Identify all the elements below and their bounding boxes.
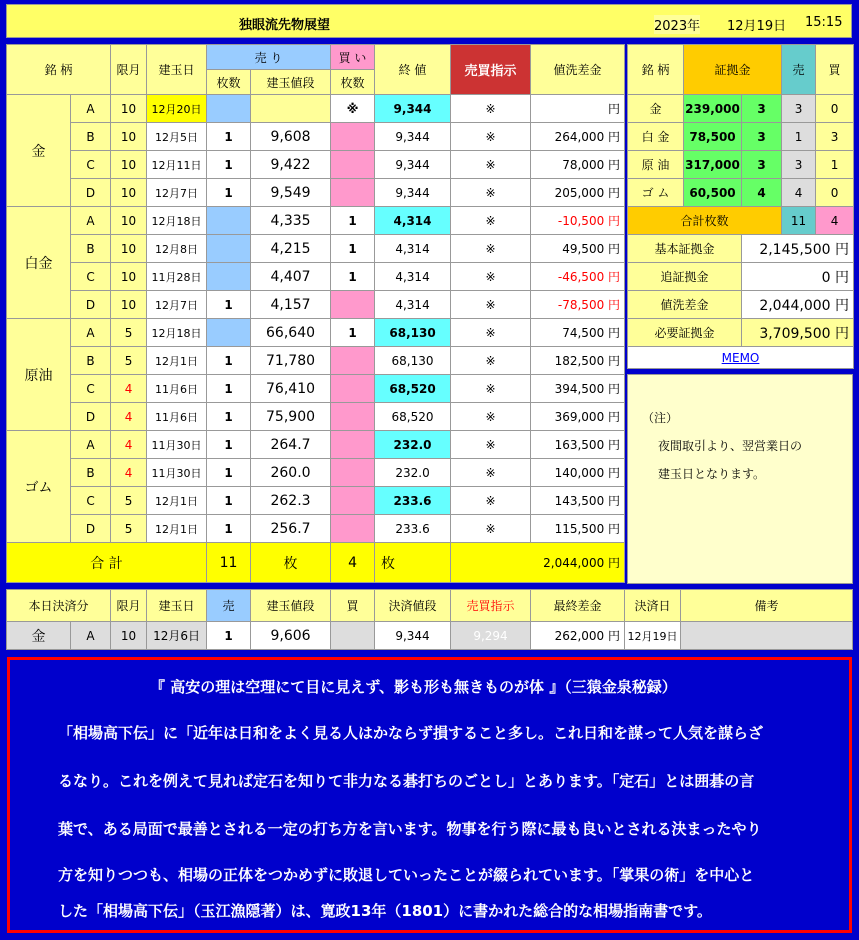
row-limit: 4 [111,459,147,487]
col-sell-qty: 枚数 [207,70,251,95]
row-order: ※ [451,123,531,151]
row-limit: 4 [111,431,147,459]
margin-total-label: 合計枚数 [628,207,782,235]
row-limit: 10 [111,263,147,291]
row-close: 233.6 [375,515,451,543]
row-order: ※ [451,235,531,263]
margin-buy: 0 [816,95,854,123]
positions-table [6,44,625,583]
header-year: 2023年 [654,15,700,34]
row-open-price: 66,640 [251,319,331,347]
row-limit: 5 [111,319,147,347]
col-buy: 買 い [331,45,375,70]
row-open-date: 12月7日 [147,291,207,319]
margin-brand: 白 金 [628,123,684,151]
position-row [7,431,625,459]
row-limit: 4 [111,375,147,403]
margin-summary-row [628,319,854,347]
settle-col-buy: 買 [331,590,375,622]
margin-sell: 1 [782,123,816,151]
col-limit: 限月 [111,45,147,95]
summary-label: 値洗差金 [628,291,742,319]
settle-note [681,622,853,650]
row-sell-qty: 1 [207,403,251,431]
row-diff: 78,000 円 [531,151,625,179]
row-buy-qty [331,347,375,375]
row-sell-qty: 1 [207,375,251,403]
row-kind: D [71,403,111,431]
row-diff: -78,500 円 [531,291,625,319]
row-open-price: 9,422 [251,151,331,179]
position-row [7,235,625,263]
row-buy-qty [331,375,375,403]
row-kind: B [71,123,111,151]
row-diff: 369,000 円 [531,403,625,431]
position-row [7,459,625,487]
margin-summary-row [628,291,854,319]
row-open-date: 11月30日 [147,431,207,459]
row-buy-qty [331,291,375,319]
margin-col-sell: 売 [782,45,816,95]
total-sell-unit: 枚 [251,543,331,583]
total-label: 合 計 [7,543,207,583]
row-buy-qty [331,459,375,487]
position-row [7,347,625,375]
settle-col-final: 最終差金 [531,590,625,622]
row-buy-qty [331,515,375,543]
row-order: ※ [451,459,531,487]
group-name: 原油 [7,319,71,431]
total-sell-count: 11 [207,543,251,583]
row-limit: 10 [111,123,147,151]
quote-line-6: した「相場高下伝」（玉江漁隠著）は、寛政13年（1801）に書かれた総合的な相場指南書です。 [58,902,712,920]
row-open-date: 12月20日 [147,95,207,123]
col-open-date: 建玉日 [147,45,207,95]
row-close: 4,314 [375,291,451,319]
row-close: 9,344 [375,123,451,151]
row-sell-qty: 1 [207,291,251,319]
row-open-price: 256.7 [251,515,331,543]
settle-col-settle-price: 決済値段 [375,590,451,622]
position-row [7,263,625,291]
row-open-price: 4,215 [251,235,331,263]
row-limit: 10 [111,207,147,235]
margin-summary-row [628,263,854,291]
row-order: ※ [451,263,531,291]
row-open-date: 12月1日 [147,347,207,375]
row-kind: A [71,207,111,235]
row-buy-qty: 1 [331,263,375,291]
row-order: ※ [451,515,531,543]
row-order: ※ [451,291,531,319]
row-open-price: 71,780 [251,347,331,375]
margin-rate: 3 [742,151,782,179]
summary-label: 必要証拠金 [628,319,742,347]
settle-col-open-price: 建玉値段 [251,590,331,622]
summary-value: 0 円 [742,263,854,291]
settle-brand: 金 [7,622,71,650]
row-limit: 10 [111,151,147,179]
margin-total-sell: 11 [782,207,816,235]
row-sell-qty [207,319,251,347]
margin-brand: 金 [628,95,684,123]
position-row [7,291,625,319]
row-open-price: 9,549 [251,179,331,207]
margin-rate: 3 [742,123,782,151]
margin-summary-row [628,235,854,263]
row-buy-qty [331,179,375,207]
page-title: 独眼流先物展望 [239,18,331,33]
row-open-date: 11月28日 [147,263,207,291]
row-open-date: 12月18日 [147,319,207,347]
memo-line-1: （注） [642,411,679,425]
row-diff: -46,500 円 [531,263,625,291]
settle-col-date: 決済日 [625,590,681,622]
row-limit: 4 [111,403,147,431]
row-buy-qty [331,431,375,459]
row-diff: 49,500 円 [531,235,625,263]
row-limit: 5 [111,347,147,375]
margin-sell: 3 [782,95,816,123]
row-kind: B [71,235,111,263]
row-buy-qty [331,151,375,179]
row-diff: 140,000 円 [531,459,625,487]
row-close: 9,344 [375,95,451,123]
row-kind: B [71,347,111,375]
margin-buy: 3 [816,123,854,151]
quote-line-1: 『 高安の理は空理にて目に見えず、影も形も無きものが体 』（三猿金泉秘録） [150,678,677,696]
row-open-price: 9,608 [251,123,331,151]
row-sell-qty: 1 [207,431,251,459]
row-order: ※ [451,375,531,403]
quote-line-5: 方を知りつつも、相場の正体をつかめずに敗退していったことが綴られています。「掌果の術」を中心と [58,866,755,884]
position-row [7,487,625,515]
col-diff: 値洗差金 [531,45,625,95]
row-close: 4,314 [375,235,451,263]
position-row [7,375,625,403]
row-open-date: 12月18日 [147,207,207,235]
margin-amount: 78,500 [684,123,742,151]
position-row [7,179,625,207]
row-buy-qty [331,123,375,151]
row-kind: C [71,487,111,515]
quote-line-4: 葉で、ある局面で最善とされる一定の打ち方を言います。物事を行う際に最も良いとされる決まったやり [58,820,762,838]
margin-buy: 0 [816,179,854,207]
memo-line-2: 夜間取引より、翌営業日の [658,439,803,453]
col-close: 終 値 [375,45,451,95]
row-order: ※ [451,319,531,347]
margin-brand: ゴ ム [628,179,684,207]
row-order: ※ [451,179,531,207]
row-sell-qty [207,235,251,263]
row-diff: 74,500 円 [531,319,625,347]
margin-rate: 4 [742,179,782,207]
row-close: 68,130 [375,347,451,375]
row-kind: D [71,515,111,543]
position-row [7,207,625,235]
margin-col-brand: 銘 柄 [628,45,684,95]
row-close: 232.0 [375,431,451,459]
row-sell-qty: 1 [207,459,251,487]
quote-box [7,657,852,933]
row-open-price: 76,410 [251,375,331,403]
row-order: ※ [451,95,531,123]
row-diff: 円 [531,95,625,123]
margin-row [628,151,854,179]
memo-link[interactable]: MEMO [628,347,854,369]
settle-date: 12月19日 [625,622,681,650]
row-sell-qty: 1 [207,179,251,207]
row-open-price: 75,900 [251,403,331,431]
settlement-table [6,589,853,650]
row-open-date: 12月7日 [147,179,207,207]
row-kind: A [71,319,111,347]
row-buy-qty [331,403,375,431]
row-open-date: 11月6日 [147,403,207,431]
summary-value: 2,145,500 円 [742,235,854,263]
row-kind: A [71,95,111,123]
margin-sell: 4 [782,179,816,207]
row-sell-qty: 1 [207,347,251,375]
title-bar [6,4,852,38]
row-order: ※ [451,487,531,515]
row-buy-qty: 1 [331,319,375,347]
settle-open-date: 12月6日 [147,622,207,650]
row-limit: 5 [111,515,147,543]
row-limit: 10 [111,235,147,263]
position-row [7,123,625,151]
row-diff: 205,000 円 [531,179,625,207]
position-row [7,319,625,347]
row-open-date: 12月5日 [147,123,207,151]
total-buy-unit: 枚 [375,543,451,583]
margin-row [628,179,854,207]
margin-total-buy: 4 [816,207,854,235]
row-open-price: 4,157 [251,291,331,319]
row-sell-qty: 1 [207,515,251,543]
row-open-price: 262.3 [251,487,331,515]
settle-sell: 1 [207,622,251,650]
row-order: ※ [451,347,531,375]
row-open-date: 12月1日 [147,515,207,543]
settle-col-today: 本日決済分 [7,590,111,622]
col-open-price: 建玉値段 [251,70,331,95]
row-buy-qty [331,487,375,515]
row-limit: 10 [111,179,147,207]
settle-order: 9,294 [451,622,531,650]
row-open-price: 4,407 [251,263,331,291]
total-buy-count: 4 [331,543,375,583]
margin-row [628,95,854,123]
row-kind: D [71,291,111,319]
margin-sell: 3 [782,151,816,179]
settle-col-limit: 限月 [111,590,147,622]
summary-value: 2,044,000 円 [742,291,854,319]
row-sell-qty: 1 [207,151,251,179]
row-diff: 264,000 円 [531,123,625,151]
position-row [7,515,625,543]
margin-buy: 1 [816,151,854,179]
row-open-price: 264.7 [251,431,331,459]
row-open-date: 12月11日 [147,151,207,179]
row-order: ※ [451,431,531,459]
summary-value: 3,709,500 円 [742,319,854,347]
row-close: 4,314 [375,207,451,235]
margin-amount: 317,000 [684,151,742,179]
settle-col-sell: 売 [207,590,251,622]
row-kind: C [71,151,111,179]
settle-open-price: 9,606 [251,622,331,650]
row-close: 232.0 [375,459,451,487]
margin-rate: 3 [742,95,782,123]
row-close: 68,520 [375,375,451,403]
col-sell: 売 り [207,45,331,70]
settle-limit: 10 [111,622,147,650]
settle-final: 262,000 円 [531,622,625,650]
row-diff: 182,500 円 [531,347,625,375]
row-order: ※ [451,151,531,179]
row-kind: D [71,179,111,207]
row-diff: 115,500 円 [531,515,625,543]
header-time: 15:15 [805,15,843,30]
col-brand: 銘 柄 [7,45,111,95]
summary-label: 基本証拠金 [628,235,742,263]
quote-line-2: 「相場高下伝」に「近年は日和をよく見る人はかならず損すること多し。これ日和を謀って人気を謀らざ [58,724,764,742]
row-open-price: 4,335 [251,207,331,235]
col-order: 売買指示 [451,45,531,95]
row-sell-qty [207,207,251,235]
margin-amount: 239,000 [684,95,742,123]
settle-kind: A [71,622,111,650]
row-sell-qty: 1 [207,123,251,151]
row-kind: C [71,263,111,291]
row-order: ※ [451,207,531,235]
margin-table [627,44,854,369]
row-close: 9,344 [375,151,451,179]
row-close: 9,344 [375,179,451,207]
settle-settle-price: 9,344 [375,622,451,650]
row-open-date: 12月1日 [147,487,207,515]
settle-col-note: 備考 [681,590,853,622]
row-close: 233.6 [375,487,451,515]
margin-col-amount: 証拠金 [684,45,782,95]
settle-col-order: 売買指示 [451,590,531,622]
group-name: 金 [7,95,71,207]
position-row [7,403,625,431]
position-row [7,95,625,123]
row-diff: 143,500 円 [531,487,625,515]
row-buy-qty: ※ [331,95,375,123]
row-limit: 10 [111,291,147,319]
row-kind: C [71,375,111,403]
group-name: ゴム [7,431,71,543]
row-buy-qty: 1 [331,235,375,263]
row-diff: -10,500 円 [531,207,625,235]
row-order: ※ [451,403,531,431]
quote-line-3: るなり。これを例えて見れば定石を知りて非力なる碁打ちのごとし」とあります。「定石」とは囲碁の言 [58,772,755,790]
total-amount: 2,044,000 円 [451,543,625,583]
memo-box [627,374,853,584]
settle-col-open-date: 建玉日 [147,590,207,622]
row-limit: 5 [111,487,147,515]
memo-line-3: 建玉日となります。 [658,467,766,481]
col-buy-qty: 枚数 [331,70,375,95]
row-close: 4,314 [375,263,451,291]
row-open-price [251,95,331,123]
row-sell-qty [207,95,251,123]
group-name: 白金 [7,207,71,319]
row-sell-qty: 1 [207,487,251,515]
margin-col-buy: 買 [816,45,854,95]
row-buy-qty: 1 [331,207,375,235]
row-kind: A [71,431,111,459]
row-open-date: 11月6日 [147,375,207,403]
margin-row [628,123,854,151]
row-open-price: 260.0 [251,459,331,487]
row-diff: 394,500 円 [531,375,625,403]
settle-buy [331,622,375,650]
header-date: 12月19日 [727,19,787,34]
margin-brand: 原 油 [628,151,684,179]
row-open-date: 11月30日 [147,459,207,487]
row-close: 68,130 [375,319,451,347]
margin-amount: 60,500 [684,179,742,207]
row-sell-qty [207,263,251,291]
row-close: 68,520 [375,403,451,431]
row-kind: B [71,459,111,487]
summary-label: 追証拠金 [628,263,742,291]
row-diff: 163,500 円 [531,431,625,459]
row-open-date: 12月8日 [147,235,207,263]
row-limit: 10 [111,95,147,123]
position-row [7,151,625,179]
